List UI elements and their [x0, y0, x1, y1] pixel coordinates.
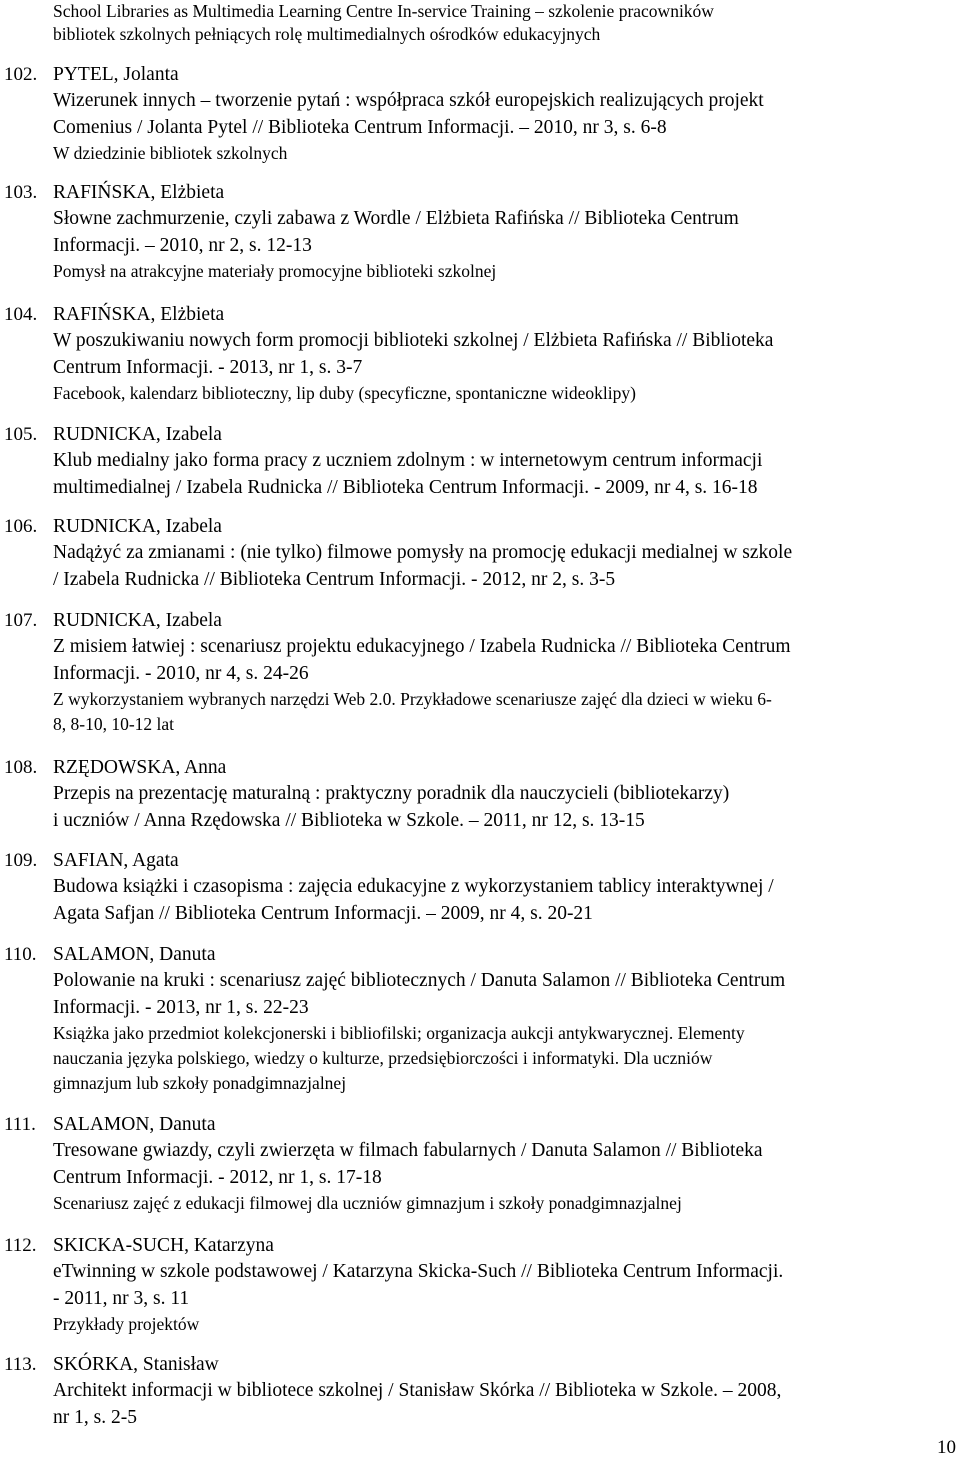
page-number: 10: [937, 1437, 956, 1458]
entry-title-line: Klub medialny jako forma pracy z uczniem zdolnym : w internetowym centrum informacji: [53, 450, 763, 471]
entry-author: SKÓRKA, Stanisław: [53, 1354, 219, 1375]
entry-title-line: Wizerunek innych – tworzenie pytań : współpraca szkół europejskich realizujących projekt: [53, 90, 764, 111]
entry-title-line: W poszukiwaniu nowych form promocji biblioteki szkolnej / Elżbieta Rafińska // Biblioteka: [53, 330, 774, 351]
entry-author: SALAMON, Danuta: [53, 944, 216, 965]
entry-note-line: Facebook, kalendarz biblioteczny, lip duby (specyficzne, spontaniczne wideoklipy): [53, 383, 636, 403]
entry-author: RAFIŃSKA, Elżbieta: [53, 182, 225, 203]
entry-title-line: eTwinning w szkole podstawowej / Katarzyna Skicka-Such // Biblioteka Centrum Informacji.: [53, 1261, 784, 1282]
continued-entry-text: [53, 0, 943, 46]
entry-number: 107.: [4, 610, 38, 631]
entry-title-line: nr 1, s. 2-5: [53, 1407, 137, 1428]
entry-author: RZĘDOWSKA, Anna: [53, 757, 227, 778]
entry-body: [53, 848, 948, 927]
entry-number: 106.: [4, 516, 38, 537]
entry-title-line: Tresowane gwiazdy, czyli zwierzęta w filmach fabularnych / Danuta Salamon // Biblioteka: [53, 1140, 763, 1161]
entry-number: 110.: [4, 944, 37, 965]
entry-title-line: / Izabela Rudnicka // Biblioteka Centrum Informacji. - 2012, nr 2, s. 3-5: [53, 569, 616, 590]
entry-title-line: Informacji. – 2010, nr 2, s. 12-13: [53, 235, 312, 256]
entry-body: [53, 608, 948, 737]
entry-number: 112.: [4, 1235, 37, 1256]
entry-title-line: - 2011, nr 3, s. 11: [53, 1288, 190, 1309]
continued-line: School Libraries as Multimedia Learning Centre In-service Training – szkolenie pracowników: [53, 1, 714, 21]
entry-note-line: Przykłady projektów: [53, 1314, 200, 1334]
entry-number: 109.: [4, 850, 38, 871]
entry-number: 108.: [4, 757, 38, 778]
entry-title-line: Agata Safjan // Biblioteka Centrum Informacji. – 2009, nr 4, s. 20-21: [53, 903, 593, 924]
entry-title-line: multimedialnej / Izabela Rudnicka // Biblioteka Centrum Informacji. - 2009, nr 4, s. 16-18: [53, 477, 758, 498]
entry-title-line: Centrum Informacji. - 2012, nr 1, s. 17-18: [53, 1167, 382, 1188]
entry-note-line: W dziedzinie bibliotek szkolnych: [53, 143, 288, 163]
continued-line: bibliotek szkolnych pełniących rolę multimedialnych ośrodków edukacyjnych: [53, 24, 601, 44]
entry-author: PYTEL, Jolanta: [53, 64, 179, 85]
entry-body: [53, 1112, 948, 1216]
entry-title-line: Nadążyć za zmianami : (nie tylko) filmowe pomysły na promocję edukacji medialnej w szkole: [53, 542, 793, 563]
entry-number: 113.: [4, 1354, 37, 1375]
entry-title-line: Budowa książki i czasopisma : zajęcia edukacyjne z wykorzystaniem tablicy interaktywnej /: [53, 876, 774, 897]
entry-title-line: Centrum Informacji. - 2013, nr 1, s. 3-7: [53, 357, 363, 378]
entry-body: [53, 302, 948, 406]
entry-number: 103.: [4, 182, 38, 203]
entry-body: [53, 1233, 948, 1337]
entry-title-line: Informacji. - 2013, nr 1, s. 22-23: [53, 997, 309, 1018]
entry-title-line: Słowne zachmurzenie, czyli zabawa z Wordle / Elżbieta Rafińska // Biblioteka Centrum: [53, 208, 739, 229]
entry-body: [53, 1352, 948, 1431]
entry-note-line: Pomysł na atrakcyjne materiały promocyjne biblioteki szkolnej: [53, 261, 497, 281]
entry-number: 111.: [4, 1114, 36, 1135]
entry-note-line: gimnazjum lub szkoły ponadgimnazjalnej: [53, 1073, 347, 1093]
entry-author: RUDNICKA, Izabela: [53, 424, 222, 445]
entry-note-line: 8, 8-10, 10-12 lat: [53, 714, 175, 734]
entry-body: [53, 62, 948, 166]
entry-number: 104.: [4, 304, 38, 325]
entry-number: 105.: [4, 424, 38, 445]
entry-title-line: Przepis na prezentację maturalną : praktyczny poradnik dla nauczycieli (bibliotekarzy): [53, 783, 730, 804]
entry-body: [53, 180, 948, 284]
entry-title-line: i uczniów / Anna Rzędowska // Biblioteka w Szkole. – 2011, nr 12, s. 13-15: [53, 810, 645, 831]
entry-title-line: Z misiem łatwiej : scenariusz projektu edukacyjnego / Izabela Rudnicka // Biblioteka Centrum: [53, 636, 791, 657]
entry-body: [53, 755, 948, 834]
entry-title-line: Polowanie na kruki : scenariusz zajęć bibliotecznych / Danuta Salamon // Biblioteka Centrum: [53, 970, 786, 991]
entry-author: SAFIAN, Agata: [53, 850, 179, 871]
entry-author: SALAMON, Danuta: [53, 1114, 216, 1135]
entry-body: [53, 942, 948, 1096]
entry-title-line: Informacji. - 2010, nr 4, s. 24-26: [53, 663, 309, 684]
entry-author: RUDNICKA, Izabela: [53, 516, 222, 537]
entry-note-line: Z wykorzystaniem wybranych narzędzi Web 2.0. Przykładowe scenariusze zajęć dla dzieci w wieku 6-: [53, 689, 772, 709]
entry-body: [53, 514, 948, 593]
entry-note-line: nauczania języka polskiego, wiedzy o kulturze, przedsiębiorczości i informatyki. Dla uczniów: [53, 1048, 713, 1068]
entry-author: RUDNICKA, Izabela: [53, 610, 222, 631]
entry-title-line: Comenius / Jolanta Pytel // Biblioteka Centrum Informacji. – 2010, nr 3, s. 6-8: [53, 117, 667, 138]
entry-note-line: Scenariusz zajęć z edukacji filmowej dla uczniów gimnazjum i szkoły ponadgimnazjalnej: [53, 1193, 682, 1213]
entry-author: SKICKA-SUCH, Katarzyna: [53, 1235, 274, 1256]
entry-body: [53, 422, 948, 501]
entry-author: RAFIŃSKA, Elżbieta: [53, 304, 225, 325]
entry-number: 102.: [4, 64, 38, 85]
entry-note-line: Książka jako przedmiot kolekcjonerski i bibliofilski; organizacja aukcji antykwarycznej. Elementy: [53, 1023, 745, 1043]
entry-title-line: Architekt informacji w bibliotece szkolnej / Stanisław Skórka // Biblioteka w Szkole. – 2008,: [53, 1380, 782, 1401]
